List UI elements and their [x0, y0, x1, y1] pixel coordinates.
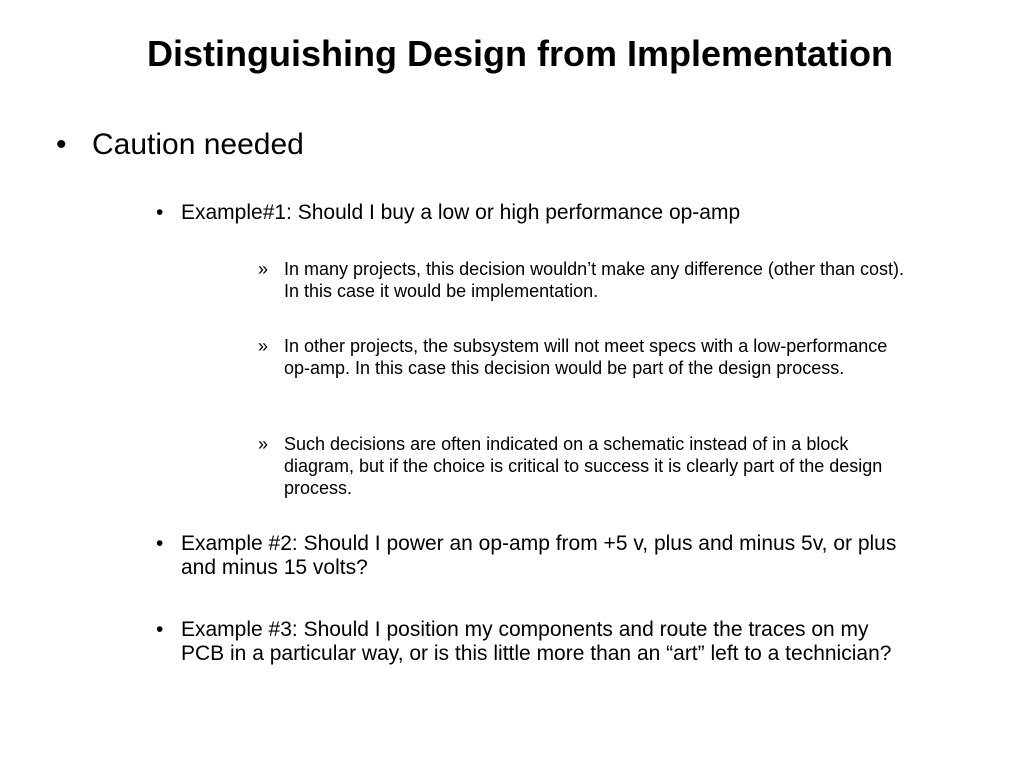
- example-1-point-1-text: In many projects, this decision wouldn’t make any difference (other than cost). In this case it would be implementation.: [284, 259, 904, 301]
- bullet-marker: •: [56, 128, 67, 161]
- example-1-point-3-text: Such decisions are often indicated on a schematic instead of in a block diagram, but if the choice is critical to success it is clearly part of the design process.: [284, 434, 883, 498]
- example-2: [156, 532, 916, 580]
- example-1-point-2: [258, 335, 918, 379]
- example-3-text: Example #3: Should I position my components and route the traces on my PCB in a particular way, or is this little more than an “art” left to a technician?: [181, 618, 892, 665]
- example-1-text: Example#1: Should I buy a low or high performance op-amp: [181, 201, 741, 224]
- main-bullet: [56, 126, 304, 164]
- example-3: [156, 618, 916, 666]
- slide-title: Distinguishing Design from Implementation: [146, 33, 894, 74]
- example-1: [156, 201, 916, 225]
- bullet-marker: •: [156, 618, 164, 641]
- example-2-text: Example #2: Should I power an op-amp from +5 v, plus and minus 5v, or plus and minus 15 volts?: [181, 532, 897, 579]
- bullet-marker: •: [156, 201, 164, 224]
- example-1-point-3: [258, 433, 918, 499]
- sub-bullet-marker: »: [258, 336, 269, 356]
- example-1-point-2-text: In other projects, the subsystem will not meet specs with a low-performance op-amp. In this case this decision would be part of the design process.: [284, 336, 888, 378]
- sub-bullet-marker: »: [258, 259, 269, 279]
- main-bullet-text: Caution needed: [92, 128, 304, 161]
- example-1-point-1: [258, 258, 918, 302]
- sub-bullet-marker: »: [258, 434, 269, 454]
- bullet-marker: •: [156, 532, 164, 555]
